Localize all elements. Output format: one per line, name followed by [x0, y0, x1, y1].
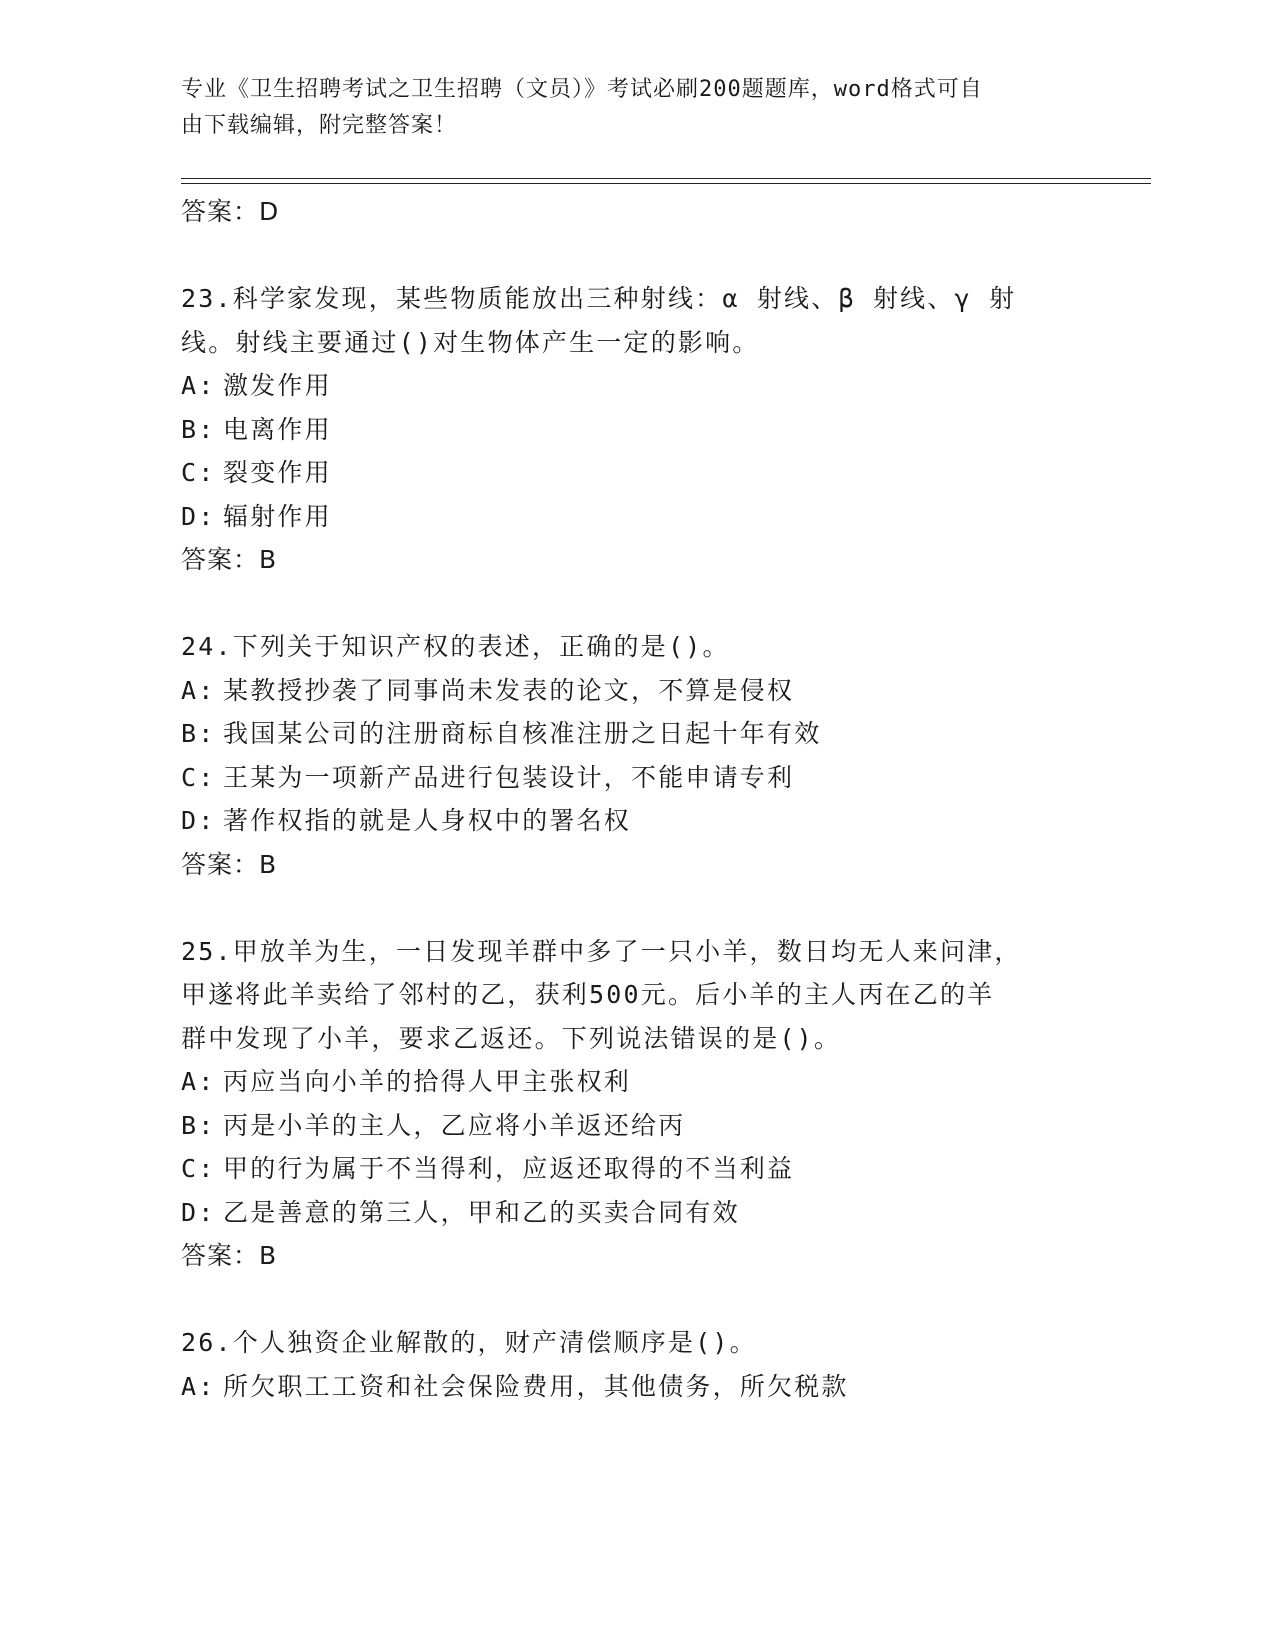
answer-line: 答案：B — [181, 1241, 278, 1270]
option-text: 丙是小羊的主人，乙应将小羊返还给丙 — [223, 1110, 686, 1140]
option-text: 辐射作用 — [223, 501, 332, 531]
option-a — [181, 669, 1141, 713]
option-text: 甲的行为属于不当得利，应返还取得的不当利益 — [223, 1154, 795, 1183]
option-b — [181, 1104, 1141, 1148]
question-block — [181, 625, 1141, 886]
header-divider-bottom — [181, 183, 1151, 184]
option-letter: C: — [181, 1154, 216, 1183]
option-a — [181, 364, 1141, 408]
option-a — [181, 1060, 1141, 1104]
question-list — [181, 190, 1141, 1408]
question-block — [181, 930, 1141, 1278]
question-stem: 甲遂将此羊卖给了邻村的乙，获利500元。后小羊的主人丙在乙的羊 — [181, 980, 995, 1009]
question-stem: 25.甲放羊为生，一日发现羊群中多了一只小羊，数日均无人来问津， — [181, 936, 1022, 966]
question-block — [181, 1321, 1141, 1408]
spacer — [181, 582, 1141, 626]
option-letter: C: — [181, 762, 216, 792]
option-letter: B: — [181, 414, 216, 444]
option-b — [181, 712, 1141, 756]
option-letter: C: — [181, 458, 216, 487]
question-block — [181, 277, 1141, 582]
option-letter: A: — [181, 1371, 216, 1401]
option-c — [181, 1147, 1141, 1191]
option-text: 乙是善意的第三人，甲和乙的买卖合同有效 — [223, 1197, 740, 1227]
option-text: 丙应当向小羊的拾得人甲主张权利 — [223, 1067, 632, 1096]
option-letter: D: — [181, 806, 216, 835]
spacer — [181, 1278, 1141, 1322]
spacer — [181, 886, 1141, 930]
question-stem: 线。射线主要通过()对生物体产生一定的影响。 — [181, 327, 760, 357]
option-c — [181, 451, 1141, 495]
answer-line: 答案：B — [181, 545, 278, 574]
option-letter: B: — [181, 1110, 216, 1140]
option-text: 我国某公司的注册商标自核准注册之日起十年有效 — [223, 719, 822, 748]
option-letter: A: — [181, 675, 216, 705]
option-text: 某教授抄袭了同事尚未发表的论文，不算是侵权 — [223, 675, 795, 705]
option-letter: A: — [181, 371, 216, 400]
option-text: 著作权指的就是人身权中的署名权 — [223, 806, 632, 835]
spacer — [181, 234, 1141, 278]
question-stem: 26.个人独资企业解散的，财产清偿顺序是()。 — [181, 1328, 757, 1357]
option-d — [181, 1191, 1141, 1235]
option-text: 所欠职工工资和社会保险费用，其他债务，所欠税款 — [223, 1371, 849, 1401]
option-letter: D: — [181, 1197, 216, 1227]
option-d — [181, 799, 1141, 843]
header-line-1: 专业《卫生招聘考试之卫生招聘（文员）》考试必刷200题题库，word格式可自 — [181, 77, 983, 102]
option-c — [181, 756, 1141, 800]
document-header — [181, 72, 1061, 144]
option-letter: A: — [181, 1067, 216, 1096]
header-line-2: 由下载编辑，附完整答案！ — [181, 113, 458, 138]
header-divider-top — [181, 178, 1151, 179]
option-a — [181, 1365, 1141, 1409]
option-b — [181, 408, 1141, 452]
option-letter: B: — [181, 719, 216, 748]
question-stem: 23.科学家发现，某些物质能放出三种射线：α 射线、β 射线、γ 射 — [181, 284, 1017, 313]
question-stem: 24.下列关于知识产权的表述，正确的是()。 — [181, 632, 730, 661]
option-text: 王某为一项新产品进行包装设计，不能申请专利 — [223, 762, 795, 792]
option-d — [181, 495, 1141, 539]
option-text: 激发作用 — [223, 371, 332, 400]
question-stem: 群中发现了小羊，要求乙返还。下列说法错误的是()。 — [181, 1023, 842, 1053]
answer-line: 答案：B — [181, 849, 278, 879]
option-text: 电离作用 — [223, 414, 332, 444]
option-text: 裂变作用 — [223, 458, 332, 487]
answer-line: 答案：D — [181, 197, 280, 226]
option-letter: D: — [181, 501, 216, 531]
